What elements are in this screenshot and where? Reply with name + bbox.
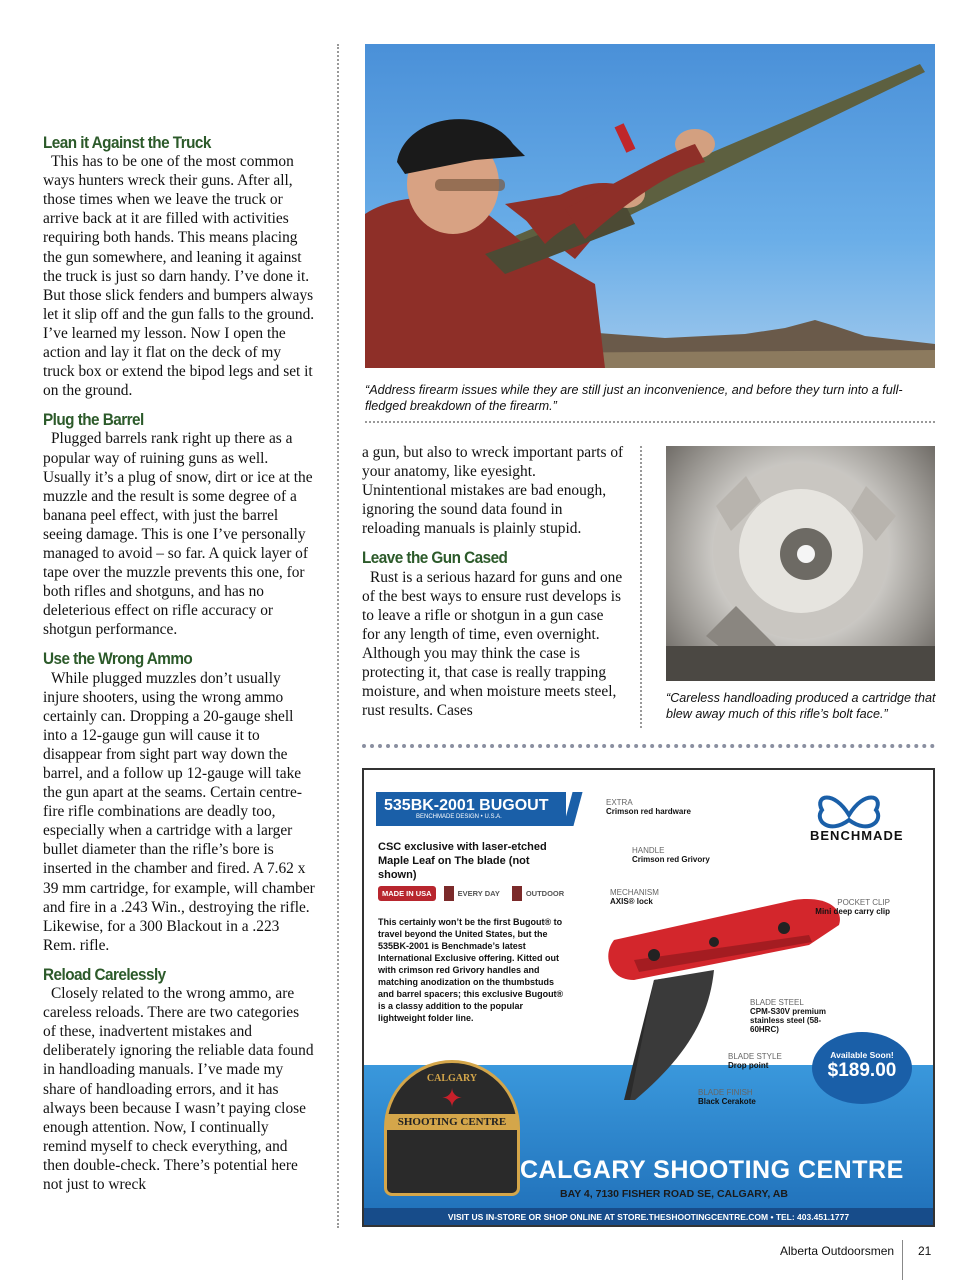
section-body: While plugged muzzles don’t usually injure shooters, using the wrong ammo certainly can. Dropping a 20-gauge shell into a 12-gauge gun will cause it to disappear from sight part way down the barrel, and a follow up 12-gauge will take the gun apart at the seams. Certain centre-fire rifle combinations are deadly too, especially when a cartridge with a larger bullet diameter than the rifle’s bore is inserted in the chamber and fired. A 7.62 x 39 mm cartridge, for example, will chamber and fire in a .243 Win., destroying the rifle. Likewise, for a 300 Blackout in a .223 Rem. rifle. (43, 669, 315, 954)
model-subtitle: BENCHMADE DESIGN • U.S.A. (416, 814, 502, 820)
photo-caption: “Address firearm issues while they are still just an inconvenience, and before they turn into a full-fledged breakdown of the firearm.” (365, 383, 903, 413)
maple-leaf-icon: ✦ (441, 1084, 463, 1113)
model-title: 535BK-2001 BUGOUT (384, 797, 549, 814)
spec-blade-style (728, 1052, 782, 1070)
store-address: BAY 4, 7130 FISHER ROAD SE, CALGARY, AB (560, 1188, 788, 1200)
store-name: CALGARY SHOOTING CENTRE (520, 1156, 904, 1184)
bolt-face-photo (666, 446, 935, 681)
feature-badges (378, 886, 568, 901)
spec-handle (632, 846, 710, 864)
spec-value: Crimson red hardware (606, 807, 691, 816)
spec-value: AXIS® lock (610, 897, 653, 906)
section-divider (365, 421, 935, 423)
footer-divider (902, 1240, 903, 1280)
price-value: $189.00 (827, 1060, 897, 1081)
section-heading: Plug the Barrel (43, 410, 144, 430)
spec-pocket-clip (804, 898, 890, 916)
spec-value: Crimson red Grivory (632, 855, 710, 864)
middle-column (362, 443, 624, 720)
spec-extra (606, 798, 691, 816)
section-heading: Reload Carelessly (43, 964, 166, 984)
store-contact[interactable]: VISIT US IN-STORE OR SHOP ONLINE AT STORE.THESHOOTINGCENTRE.COM • TEL: 403.451.1777 (364, 1208, 933, 1226)
price-label: Available Soon! (830, 1050, 894, 1060)
brand-name: BENCHMADE (810, 828, 904, 843)
store-badge-main: SHOOTING CENTRE (387, 1114, 517, 1130)
spec-label: HANDLE (632, 846, 665, 855)
section-body: Plugged barrels rank right up there as a popular way of ruining guns as well. Usually it’s a plug of snow, dirt or ice at the muzzle and the result is some degree of a banana peel effect, with just the barrel seeing damage. This is one I’ve personally managed to avoid – so far. A quick layer of tape over the muzzle prevents this one, for both rifles and shotguns, and has no deleterious effect on rifle accuracy or shotgun performance. (43, 430, 313, 639)
photo-caption: “Careless handloading produced a cartridge that blew away much of this rifle’s bolt face.” (666, 691, 936, 721)
spec-value: Black Cerakote (698, 1097, 756, 1106)
section-body: This has to be one of the most common ways hunters wreck their guns. After all, those times when we leave the truck or arrive back at it are filled with activities requiring both hands. This means placing the gun somewhere, and leaning it against the truck is just so darn handy. I’ve done it. But those slick fenders and bumpers always let it slip off and the gun falls to the ground. I’ve learned my lesson. Now I open the action and lay it flat on the deck of my truck box or extend the bipod legs and set it on the ground. (43, 153, 315, 400)
left-column (43, 133, 315, 1194)
page-number: 21 (918, 1244, 932, 1258)
model-banner (376, 792, 566, 826)
model-banner-stripes (563, 792, 582, 826)
column-divider (640, 446, 642, 728)
spec-label: BLADE STYLE (728, 1052, 782, 1061)
spec-blade-finish (698, 1088, 756, 1106)
continued-text: a gun, but also to wreck important parts of your anatomy, like eyesight. Unintentional mistakes are bad enough, ignoring the sound data found in reloading manuals is plainly stupid. (362, 444, 624, 538)
benchmade-advertisement[interactable] (362, 768, 935, 1227)
made-in-usa-badge: MADE IN USA (378, 886, 436, 901)
section-heading: Lean it Against the Truck (43, 133, 211, 152)
ad-tagline: CSC exclusive with laser-etched Maple Leaf on The blade (not shown) (378, 841, 547, 881)
outdoor-badge: OUTDOOR (512, 886, 568, 901)
spec-label: MECHANISM (610, 888, 659, 897)
spec-value: Mini deep carry clip (815, 907, 890, 916)
spec-label: BLADE STEEL (750, 998, 804, 1007)
spec-blade-steel (750, 998, 846, 1034)
column-divider (337, 44, 339, 1228)
publication-name: Alberta Outdoorsmen (780, 1244, 895, 1258)
section-body: Rust is a serious hazard for guns and one of the best ways to ensure rust develops is to leave a rifle or shotgun in a gun case for any length of time, even overnight. Although you may think the case is protecting it, that case is really trapping moisture, and when moisture meets steel, rust results. Cases (362, 568, 623, 720)
shooter-photo (365, 44, 935, 368)
section-heading: Leave the Gun Cased (362, 548, 508, 568)
price-badge (812, 1032, 912, 1104)
spec-label: POCKET CLIP (837, 898, 890, 907)
spec-label: BLADE FINISH (698, 1088, 753, 1097)
every-day-badge: EVERY DAY (444, 886, 504, 901)
store-badge-top: CALGARY (426, 1073, 478, 1084)
section-divider (362, 744, 935, 748)
ad-description: This certainly won’t be the first Bugout® to travel beyond the United States, but the 535BK-2001 is Benchmade’s latest International Exclusive offering. Kitted out with crimson red Grivory handles and matching anodization on the thumbstuds and barrel spacers; this exclusive Bugout® is a classy addition to the popular lightweight folder line. (378, 917, 564, 1023)
page-footer (760, 1240, 940, 1264)
section-body: Closely related to the wrong ammo, are careless reloads. There are two categories of these, inadvertent mistakes and deliberately ignoring the reliable data found in handloading manuals. I’ve made my share of handloading errors, and it has always been because I wasn’t paying close enough attention. Now, I continually remind myself to check everything, and then double-check. There’s potential here not just to wreck (43, 985, 314, 1193)
section-heading: Use the Wrong Ammo (43, 649, 193, 669)
spec-value: Drop point (728, 1061, 769, 1070)
shooting-centre-badge (384, 1060, 520, 1196)
spec-label: EXTRA (606, 798, 633, 807)
spec-mechanism (610, 888, 659, 906)
spec-value: CPM-S30V premium stainless steel (58-60HRC) (750, 1007, 827, 1034)
